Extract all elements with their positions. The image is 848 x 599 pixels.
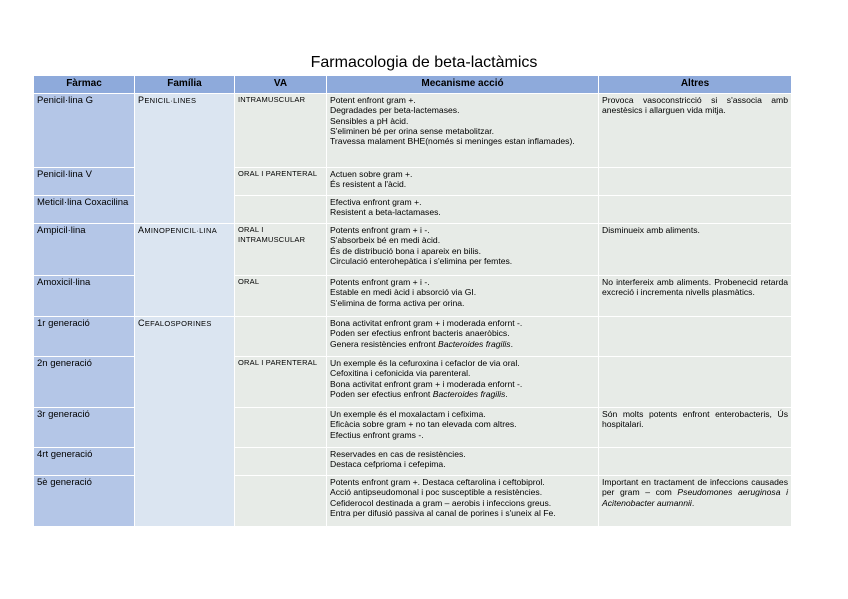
- drug-cell: 4rt generació: [34, 448, 135, 476]
- route-cell: ORAL: [235, 276, 327, 317]
- other-cell: [599, 317, 792, 357]
- table-header-row: [34, 76, 792, 94]
- beta-lactam-table: [33, 75, 792, 527]
- route-cell: ORAL I PARENTERAL: [235, 168, 327, 196]
- route-cell: [235, 408, 327, 448]
- mechanism-cell: Un exemple és el moxalactam i cefixima. Eficàcia sobre gram + no tan elevada com altres. Efectius enfront grams -.: [327, 408, 599, 448]
- page-title: Farmacologia de beta-lactàmics: [310, 54, 538, 71]
- mechanism-cell: Potent enfront gram +. Degradades per beta-lactemases. Sensibles a pH àcid. S'eliminen bé per orina sense metabolitzar. Travessa malament BHE(només si meninges estan inflamades).: [327, 94, 599, 168]
- mechanism-cell: Potents enfront gram + i -. Estable en medi àcid i absorció via GI. S'elimina de forma activa per orina.: [327, 276, 599, 317]
- mechanism-cell: Potents enfront gram + i -. S'absorbeix bé en medi àcid. És de distribució bona i apareix en bilis. Circulació enterohepàtica i s'elimina per femtes.: [327, 224, 599, 276]
- other-cell: Important en tractament de infeccions causades per gram – com Pseudomones aeruginosa i Acitenobacter aumannii.: [599, 476, 792, 527]
- mechanism-cell: Reservades en cas de resistències. Destaca cefprioma i cefepima.: [327, 448, 599, 476]
- drug-cell: 1r generació: [34, 317, 135, 357]
- route-cell: ORAL I INTRAMUSCULAR: [235, 224, 327, 276]
- route-cell: [235, 476, 327, 527]
- drug-cell: 3r generació: [34, 408, 135, 448]
- mechanism-cell: Bona activitat enfront gram + i moderada enfornt -. Poden ser efectius enfront bacteris anaeròbics. Genera resistències enfront Bacteroides fragilis.: [327, 317, 599, 357]
- other-cell: [599, 357, 792, 408]
- drug-cell: 2n generació: [34, 357, 135, 408]
- column-header-familia: Família: [135, 76, 235, 94]
- route-cell: [235, 196, 327, 224]
- table-row: [34, 224, 792, 276]
- column-header-farmac: Fàrmac: [34, 76, 135, 94]
- mechanism-cell: Efectiva enfront gram +. Resistent a beta-lactamases.: [327, 196, 599, 224]
- other-cell: Són molts potents enfront enterobacteris, Ús hospitalari.: [599, 408, 792, 448]
- drug-cell: 5è generació: [34, 476, 135, 527]
- other-cell: No interfereix amb aliments. Probenecid retarda excreció i incrementa nivells plasmàtics.: [599, 276, 792, 317]
- family-label: PENICIL·LINES: [138, 95, 197, 105]
- drug-cell: Ampicil·lina: [34, 224, 135, 276]
- route-cell: ORAL I PARENTERAL: [235, 357, 327, 408]
- column-header-mecanisme: Mecanisme acció: [327, 76, 599, 94]
- drug-cell: Meticil·lina Coxacilina: [34, 196, 135, 224]
- other-cell: Disminueix amb aliments.: [599, 224, 792, 276]
- table-row: [34, 94, 792, 168]
- family-label: CEFALOSPORINES: [138, 318, 212, 328]
- drug-cell: Amoxicil·lina: [34, 276, 135, 317]
- route-cell: INTRAMUSCULAR: [235, 94, 327, 168]
- family-cell: [135, 94, 235, 224]
- drug-cell: Penicil·lina G: [34, 94, 135, 168]
- family-cell: [135, 224, 235, 317]
- other-cell: [599, 196, 792, 224]
- column-header-va: VA: [235, 76, 327, 94]
- route-cell: [235, 448, 327, 476]
- column-header-altres: Altres: [599, 76, 792, 94]
- other-cell: [599, 448, 792, 476]
- route-cell: [235, 317, 327, 357]
- table-row: [34, 317, 792, 357]
- family-label: AMINOPENICIL·LINA: [138, 225, 218, 235]
- other-cell: [599, 168, 792, 196]
- family-cell: [135, 317, 235, 527]
- other-cell: Provoca vasoconstricció si s'associa amb anestèsics i allarguen vida mitja.: [599, 94, 792, 168]
- mechanism-cell: Actuen sobre gram +. És resistent a l'àcid.: [327, 168, 599, 196]
- mechanism-cell: Potents enfront gram +. Destaca ceftarolina i ceftobiprol. Acció antipseudomonal i poc susceptible a resistències. Cefiderocol destinada a gram – aerobis i infeccions greus. Entra per difusió passiva al canal de porines i s'uneix al Fe.: [327, 476, 599, 527]
- mechanism-cell: Un exemple és la cefuroxina i cefaclor de via oral. Cefoxitina i cefonicida via parenteral. Bona activitat enfront gram + i moderada enfornt -. Poden ser efectius enfront Bacteroides fragilis.: [327, 357, 599, 408]
- drug-cell: Penicil·lina V: [34, 168, 135, 196]
